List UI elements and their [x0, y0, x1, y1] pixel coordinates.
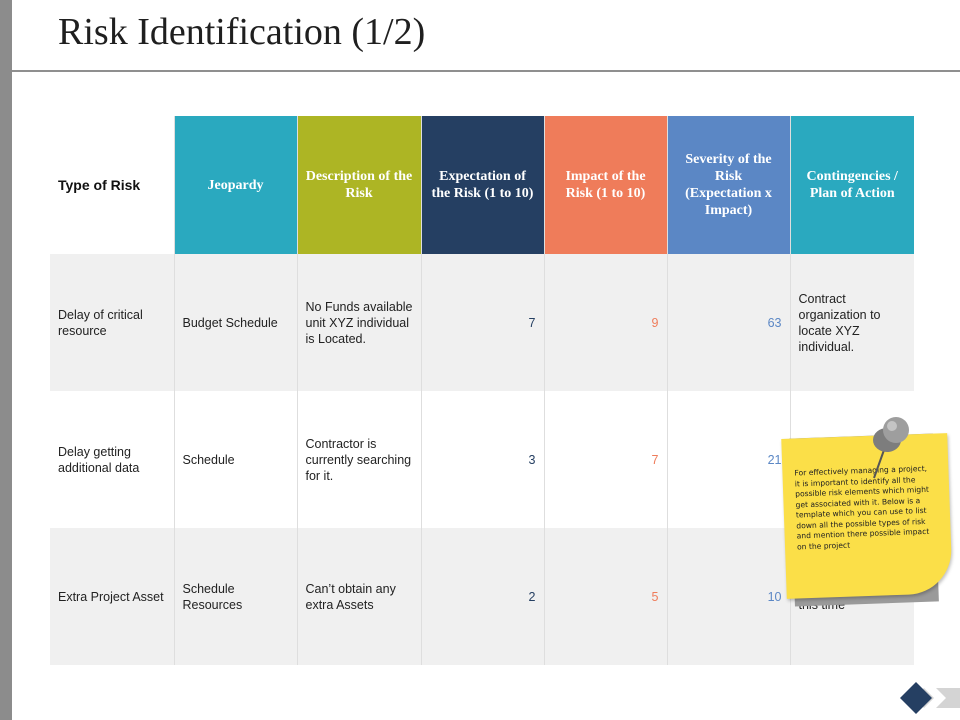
- cell-description: Can’t obtain any extra Assets: [297, 528, 421, 665]
- cell-description: No Funds available unit XYZ individual is Located.: [297, 254, 421, 391]
- cell-description: Contractor is currently searching for it.: [297, 391, 421, 528]
- cell-expectation: 2: [421, 528, 544, 665]
- sticky-note-text: For effectively managing a project, it is important to identify all the possible risk elements which might get associated with it. Below is a template which you can use to list down all the possible types of risk and mention there possible impact on the project: [794, 463, 930, 551]
- table-header-row: [50, 116, 914, 254]
- cell-type: Extra Project Asset: [50, 528, 174, 665]
- cell-expectation: 3: [421, 391, 544, 528]
- header-contingencies: Contingencies / Plan of Action: [790, 116, 914, 254]
- cell-jeopardy: Budget Schedule: [174, 254, 297, 391]
- cell-jeopardy: Schedule: [174, 391, 297, 528]
- left-accent-bar: [0, 0, 12, 720]
- cell-impact: 9: [544, 254, 667, 391]
- risk-table: [50, 116, 914, 665]
- header-expectation: Expectation of the Risk (1 to 10): [421, 116, 544, 254]
- page-title: Risk Identification (1/2): [58, 11, 426, 53]
- cell-expectation: 7: [421, 254, 544, 391]
- table-row: [50, 254, 914, 391]
- header-severity: Severity of the Risk (Expectation x Impact): [667, 116, 790, 254]
- cell-severity: 63: [667, 254, 790, 391]
- cell-jeopardy: Schedule Resources: [174, 528, 297, 665]
- header-description: Description of the Risk: [297, 116, 421, 254]
- title-divider: [12, 70, 960, 72]
- cell-severity: 21: [667, 391, 790, 528]
- cell-type: Delay of critical resource: [50, 254, 174, 391]
- header-impact: Impact of the Risk (1 to 10): [544, 116, 667, 254]
- cell-impact: 5: [544, 528, 667, 665]
- cell-severity: 10: [667, 528, 790, 665]
- cell-impact: 7: [544, 391, 667, 528]
- push-pin-icon: [860, 410, 916, 482]
- header-jeopardy: Jeopardy: [174, 116, 297, 254]
- cell-type: Delay getting additional data: [50, 391, 174, 528]
- header-type-of-risk: Type of Risk: [50, 116, 174, 254]
- diamond-nav-icon[interactable]: [890, 676, 960, 720]
- cell-contingency: Contract organization to locate XYZ individual.: [790, 254, 914, 391]
